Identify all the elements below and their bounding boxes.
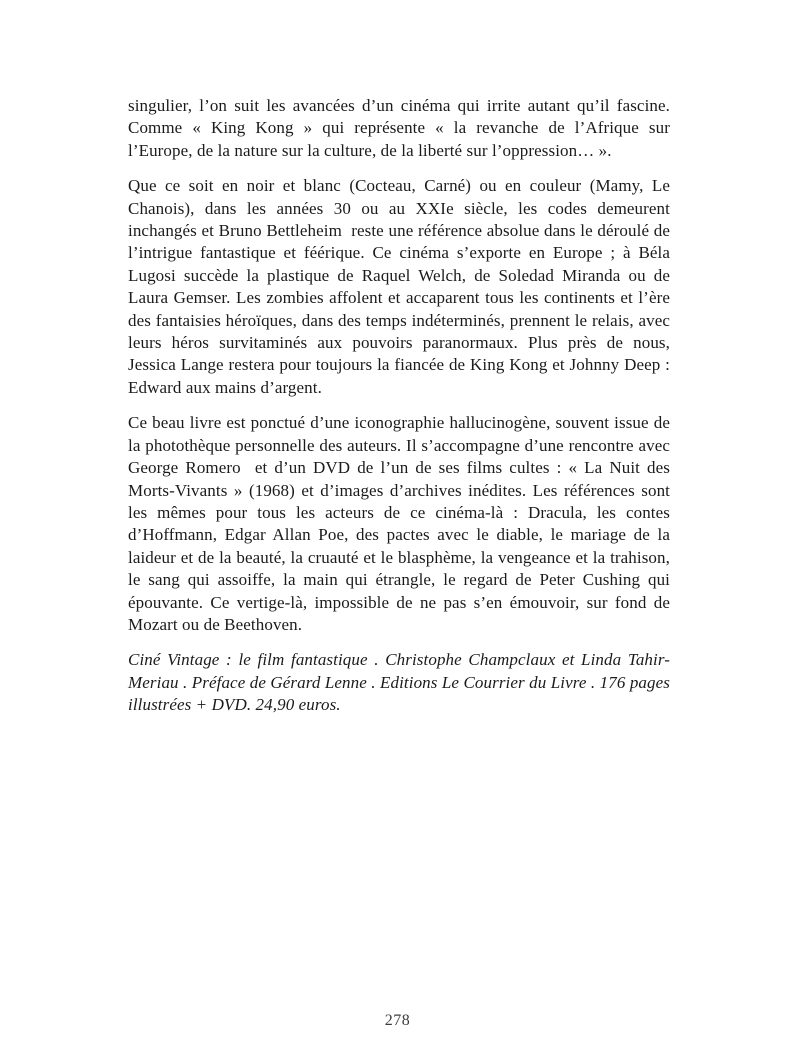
paragraph-iconographie: Ce beau livre est ponctué d’une iconographie hallucinogène, souvent issue de la photothèque personnelle des auteurs. Il s’accompagne d’une rencontre avec George Romero et d’un DVD de l’un de ses films cultes : « La Nuit des Morts-Vivants » (1968) et d’images d’archives inédites. Les références sont les mêmes pour tous les acteurs de ce cinéma-là : Dracula, les contes d’Hoffmann, Edgar Allan Poe, des pactes avec le diable, le mariage de la laideur et de la beauté, la cruauté et le blasphème, la vengeance et la trahison, le sang qui assoiffe, la main qui étrangle, le regard de Peter Cushing qui épouvante. Ce vertige-là, impossible de ne pas s’en émouvoir, sur fond de Mozart ou de Beethoven. xyxy=(128,413,670,634)
article-body xyxy=(128,95,670,730)
paragraph-codes-cinema: Que ce soit en noir et blanc (Cocteau, Carné) ou en couleur (Mamy, Le Chanois), dans les années 30 ou au XXIe siècle, les codes demeurent inchangés et Bruno Bettleheim reste une référence absolue dans le déroulé de l’intrigue fantastique et féérique. Ce cinéma s’exporte en Europe ; à Béla Lugosi succède la plastique de Raquel Welch, de Soledad Miranda ou de Laura Gemser. Les zombies affolent et accaparent tous les continents et l’ère des fantaisies héroïques, dans des temps indéterminés, prennent le relais, avec leurs héros survitaminés aux pouvoirs paranormaux. Plus près de nous, Jessica Lange restera pour toujours la fiancée de King Kong et Johnny Deep : Edward aux mains d’argent. xyxy=(128,176,670,397)
paragraph-book-reference: Ciné Vintage : le film fantastique . Christophe Champclaux et Linda Tahir-Meriau . Préface de Gérard Lenne . Editions Le Courrier du Livre . 176 pages illustrées + DVD. 24,90 euros. xyxy=(128,650,670,715)
page-number: 278 xyxy=(384,1012,411,1029)
paragraph-intro: singulier, l’on suit les avancées d’un cinéma qui irrite autant qu’il fascine. Comme « King Kong » qui représente « la revanche de l’Afrique sur l’Europe, de la nature sur la culture, de la liberté sur l’oppression… ». xyxy=(128,96,670,160)
